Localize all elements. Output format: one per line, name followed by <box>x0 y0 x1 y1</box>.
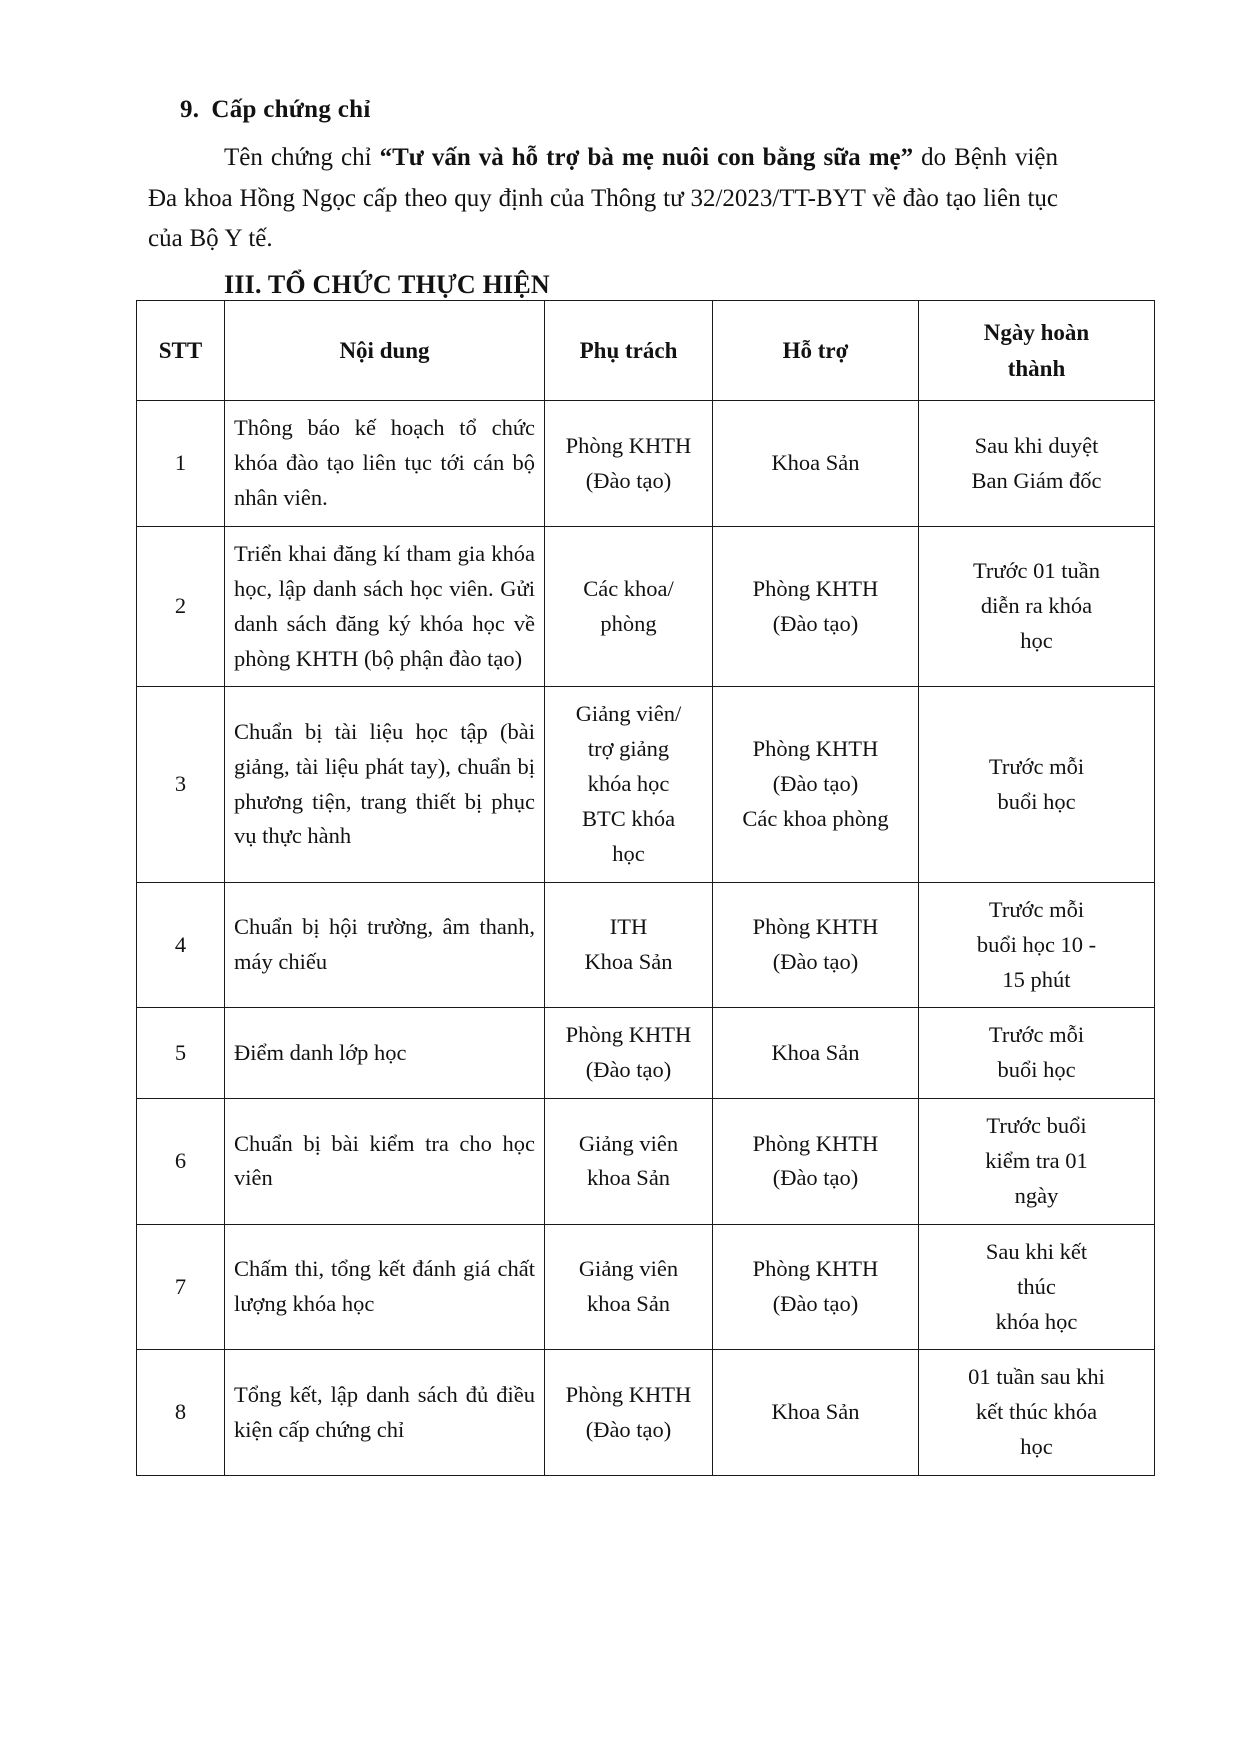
ngay-line-1: Trước 01 tuần <box>972 558 1100 584</box>
ngay-line-3: khóa học <box>995 1308 1078 1334</box>
cell-stt: 2 <box>137 526 225 687</box>
phu-trach-line-1: Giảng viên <box>578 1256 679 1282</box>
cell-phu-trach <box>545 1224 713 1350</box>
phu-trach-line-2: (Đào tạo) <box>585 1416 672 1442</box>
table-row <box>137 526 1155 687</box>
ho-tro-line-1: Khoa Sản <box>771 1039 860 1065</box>
ho-tro-line-2: (Đào tạo) <box>772 1165 859 1191</box>
ho-tro-line-1: Phòng KHTH <box>752 575 879 601</box>
cell-stt: 8 <box>137 1350 225 1476</box>
table-row <box>137 882 1155 1008</box>
cell-noi-dung: Chuẩn bị tài liệu học tập (bài giảng, tài liệu phát tay), chuẩn bị phương tiện, trang thiết bị phục vụ thực hành <box>225 687 545 882</box>
phu-trach-line-2: trợ giảng <box>587 736 670 762</box>
ho-tro-line-1: Khoa Sản <box>771 450 860 476</box>
table-row <box>137 687 1155 882</box>
ho-tro-line-2: (Đào tạo) <box>772 1291 859 1317</box>
ho-tro-line-2: (Đào tạo) <box>772 771 859 797</box>
ngay-line-2: buổi học 10 - <box>976 931 1097 957</box>
phu-trach-line-2: phòng <box>600 610 657 636</box>
ngay-line-2: kết thúc khóa <box>975 1399 1098 1425</box>
cell-stt: 5 <box>137 1008 225 1099</box>
ngay-line-2: Ban Giám đốc <box>971 467 1102 493</box>
column-header-noi-dung: Nội dung <box>225 301 545 401</box>
cell-ho-tro <box>713 1224 919 1350</box>
cell-stt: 4 <box>137 882 225 1008</box>
ngay-header-line-1: Ngày hoàn <box>983 320 1090 345</box>
paragraph-rest: do Bệnh viện Đa khoa Hồng Ngọc cấp theo quy định của Thông tư 32/2023/TT-BYT về đào tạo liên tục của Bộ Y tế. <box>148 144 1058 252</box>
cell-phu-trach <box>545 1350 713 1476</box>
organization-table-wrapper <box>136 300 1154 1476</box>
cell-noi-dung: Thông báo kế hoạch tổ chức khóa đào tạo liên tục tới cán bộ nhân viên. <box>225 401 545 527</box>
cell-stt: 3 <box>137 687 225 882</box>
phu-trach-line-1: ITH <box>609 914 648 940</box>
ngay-line-3: học <box>1020 1434 1053 1460</box>
cell-phu-trach <box>545 401 713 527</box>
phu-trach-line-2: (Đào tạo) <box>585 467 672 493</box>
ho-tro-line-1: Phòng KHTH <box>752 1130 879 1156</box>
cell-ngay-hoan-thanh <box>919 526 1155 687</box>
cell-ngay-hoan-thanh <box>919 882 1155 1008</box>
phu-trach-line-2: (Đào tạo) <box>585 1057 672 1083</box>
phu-trach-line-2: Khoa Sản <box>584 949 673 975</box>
cell-ho-tro <box>713 1350 919 1476</box>
ho-tro-line-1: Phòng KHTH <box>752 736 879 762</box>
ngay-header-line-2: thành <box>1007 355 1066 381</box>
ho-tro-line-3: Các khoa phòng <box>742 806 889 832</box>
phu-trach-line-1: Giảng viên/ <box>575 701 682 727</box>
cell-ngay-hoan-thanh <box>919 1224 1155 1350</box>
heading-title: Cấp chứng chỉ <box>211 96 371 123</box>
phu-trach-line-4: BTC khóa <box>581 806 676 832</box>
phu-trach-line-1: Phòng KHTH <box>565 1381 692 1407</box>
ho-tro-line-2: (Đào tạo) <box>772 949 859 975</box>
cell-stt: 6 <box>137 1099 225 1225</box>
table-row <box>137 1008 1155 1099</box>
cell-ho-tro <box>713 882 919 1008</box>
cell-ngay-hoan-thanh <box>919 1008 1155 1099</box>
ngay-line-1: Trước mỗi <box>988 753 1085 779</box>
certificate-name: “Tư vấn và hỗ trợ bà mẹ nuôi con bằng sữa mẹ” <box>379 144 914 171</box>
table-row <box>137 1224 1155 1350</box>
column-header-ngay-hoan-thanh <box>919 301 1155 401</box>
ngay-line-1: Trước mỗi <box>988 1022 1085 1048</box>
ngay-line-3: 15 phút <box>1002 966 1071 992</box>
cell-phu-trach <box>545 687 713 882</box>
cell-ho-tro <box>713 1008 919 1099</box>
ngay-line-1: Sau khi kết <box>985 1238 1088 1264</box>
column-header-ho-tro: Hỗ trợ <box>713 301 919 401</box>
cell-phu-trach <box>545 1008 713 1099</box>
cell-ho-tro <box>713 401 919 527</box>
cell-ngay-hoan-thanh <box>919 1350 1155 1476</box>
table-row <box>137 401 1155 527</box>
ngay-line-1: Sau khi duyệt <box>974 432 1099 458</box>
ngay-line-3: học <box>1020 628 1053 654</box>
cell-ho-tro <box>713 1099 919 1225</box>
ho-tro-line-2: (Đào tạo) <box>772 610 859 636</box>
ngay-line-1: 01 tuần sau khi <box>968 1364 1105 1390</box>
ngay-line-2: diễn ra khóa <box>980 593 1093 619</box>
ngay-line-2: thúc <box>1017 1273 1056 1299</box>
ngay-line-2: kiểm tra 01 <box>985 1148 1088 1174</box>
phu-trach-line-1: Phòng KHTH <box>565 432 692 458</box>
cell-ngay-hoan-thanh <box>919 401 1155 527</box>
cell-noi-dung: Tổng kết, lập danh sách đủ điều kiện cấp chứng chỉ <box>225 1350 545 1476</box>
cell-phu-trach <box>545 1099 713 1225</box>
table-row <box>137 1099 1155 1225</box>
phu-trach-line-2: khoa Sản <box>586 1165 671 1191</box>
cell-noi-dung: Triển khai đăng kí tham gia khóa học, lập danh sách học viên. Gửi danh sách đăng ký khóa học về phòng KHTH (bộ phận đào tạo) <box>225 526 545 687</box>
cell-noi-dung: Điểm danh lớp học <box>225 1008 545 1099</box>
ngay-line-2: buổi học <box>997 788 1076 814</box>
organization-table <box>136 300 1155 1476</box>
ho-tro-line-1: Khoa Sản <box>771 1399 860 1425</box>
cell-ho-tro <box>713 526 919 687</box>
certificate-paragraph <box>148 138 1058 260</box>
phu-trach-line-2: khoa Sản <box>586 1291 671 1317</box>
cell-stt: 1 <box>137 401 225 527</box>
cell-noi-dung: Chuẩn bị hội trường, âm thanh, máy chiếu <box>225 882 545 1008</box>
phu-trach-line-1: Giảng viên <box>578 1130 679 1156</box>
numbered-heading <box>180 96 1058 124</box>
intro-text-block <box>148 96 1058 300</box>
ngay-line-1: Trước mỗi <box>988 896 1085 922</box>
cell-phu-trach <box>545 882 713 1008</box>
ngay-line-1: Trước buổi <box>986 1113 1087 1139</box>
cell-ngay-hoan-thanh <box>919 687 1155 882</box>
ngay-line-3: ngày <box>1014 1182 1059 1208</box>
ngay-line-2: buổi học <box>997 1057 1076 1083</box>
table-row <box>137 1350 1155 1476</box>
column-header-phu-trach: Phụ trách <box>545 301 713 401</box>
cell-ngay-hoan-thanh <box>919 1099 1155 1225</box>
phu-trach-line-3: khóa học <box>587 771 670 797</box>
column-header-stt: STT <box>137 301 225 401</box>
cell-stt: 7 <box>137 1224 225 1350</box>
cell-phu-trach <box>545 526 713 687</box>
phu-trach-line-1: Các khoa/ <box>583 575 674 601</box>
cell-ho-tro <box>713 687 919 882</box>
cell-noi-dung: Chuẩn bị bài kiểm tra cho học viên <box>225 1099 545 1225</box>
phu-trach-line-1: Phòng KHTH <box>565 1022 692 1048</box>
paragraph-lead: Tên chứng chỉ <box>224 144 380 171</box>
phu-trach-line-5: học <box>612 840 645 866</box>
table-header-row <box>137 301 1155 401</box>
heading-number: 9. <box>180 96 200 123</box>
ho-tro-line-1: Phòng KHTH <box>752 1256 879 1282</box>
section-heading: III. TỔ CHỨC THỰC HIỆN <box>224 269 550 299</box>
cell-noi-dung: Chấm thi, tổng kết đánh giá chất lượng khóa học <box>225 1224 545 1350</box>
ho-tro-line-1: Phòng KHTH <box>752 914 879 940</box>
